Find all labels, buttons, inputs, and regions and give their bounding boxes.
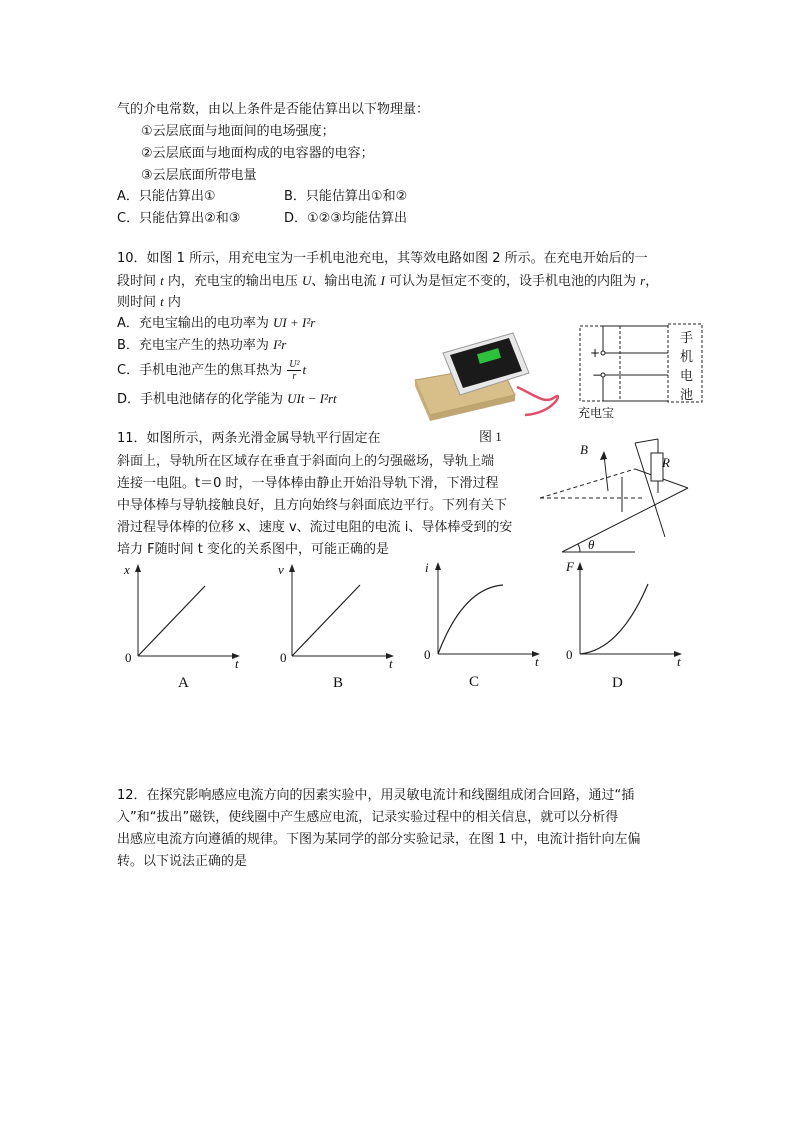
- circuit-label-powerbank: 充电宝: [578, 406, 615, 420]
- graph-c-i-vs-t: [418, 558, 548, 668]
- graph-a-origin: 0: [125, 650, 132, 665]
- graph-b-x-label: t: [389, 656, 393, 671]
- graph-c-x-label: t: [535, 654, 539, 669]
- q9-option-d: D．①②③均能估算出: [284, 211, 407, 226]
- circuit-label-phone-battery-3: 电: [680, 369, 694, 384]
- incline-label-b: B: [580, 442, 588, 457]
- incline-label-theta: θ: [588, 537, 595, 552]
- q10-option-d: D．手机电池储存的化学能为 UIt − I²rt: [117, 391, 337, 407]
- q12-line-2: 入”和“拔出”磁铁，使线圈中产生感应电流，记录实验过程中的相关信息，就可以分析得: [117, 810, 619, 825]
- circuit-label-phone-battery-2: 机: [680, 350, 694, 365]
- graph-a-y-label: x: [124, 562, 130, 577]
- q11-line-6: 培力 F随时间 t 变化的关系图中，可能正确的是: [117, 542, 389, 557]
- q12-line-1: 12．在探究影响感应电流方向的因素实验中，用灵敏电流计和线圈组成闭合回路，通过“插: [117, 788, 635, 803]
- graph-a-label: A: [178, 675, 189, 691]
- q11-line-1: 11．如图所示，两条光滑金属导轨平行固定在: [117, 431, 381, 446]
- q9-option-a: A．只能估算出①: [117, 189, 216, 204]
- q9-option-b: B．只能估算出①和②: [284, 189, 408, 204]
- graph-b-v-vs-t: [272, 560, 402, 670]
- graph-d-x-label: t: [677, 654, 681, 669]
- incline-rails-diagram: [540, 435, 700, 555]
- graph-d-origin: 0: [566, 647, 573, 662]
- q11-line-4: 中导体棒与导轨接触良好，且方向始终与斜面底边平行。下列有关下: [117, 498, 508, 513]
- figure-1-caption: 图 1: [479, 429, 502, 444]
- powerbank-phone-image: [405, 325, 570, 425]
- q12-line-3: 出感应电流方向遵循的规律。下图为某同学的部分实验记录，在图 1 中，电流计指针向左偏: [117, 832, 641, 847]
- q11-line-2: 斜面上，导轨所在区域存在垂直于斜面向上的匀强磁场，导轨上端: [117, 454, 495, 469]
- q10-option-c: C．手机电池产生的焦耳热为 $\frac{\text{U²}}{r}$ t: [117, 359, 307, 382]
- q9-item-3: ③云层底面所带电量: [141, 168, 257, 183]
- q10-option-b: B．充电宝产生的热功率为 I²r: [117, 337, 287, 353]
- graph-b-label: B: [333, 675, 344, 691]
- fraction-u2-over-r: $\frac{\text{U²}}{r}$: [289, 359, 300, 382]
- q11-line-3: 连接一电阻。t＝0 时，一导体棒由静止开始沿导轨下滑，下滑过程: [117, 476, 499, 491]
- q12-line-4: 转。以下说法正确的是: [117, 854, 248, 869]
- q9-item-2: ②云层底面与地面构成的电容器的电容；: [141, 146, 374, 161]
- circuit-plus-sign: +: [590, 346, 601, 360]
- circuit-label-phone-battery-1: 手: [680, 331, 694, 346]
- graph-c-origin: 0: [424, 647, 431, 662]
- circuit-minus-sign: −: [592, 368, 603, 382]
- q11-line-5: 滑过程导体棒的位移 x、速度 v、流过电阻的电流 i、导体棒受到的安: [117, 520, 513, 535]
- graph-b-y-label: v: [278, 562, 284, 577]
- graph-a-x-label: t: [235, 656, 239, 671]
- q9-item-1: ①云层底面与地面间的电场强度；: [141, 124, 335, 139]
- circuit-label-phone-battery-4: 池: [680, 388, 694, 403]
- q10-line-3: 则时间 t 内: [117, 294, 181, 310]
- q9-option-c: C．只能估算出②和③: [117, 211, 241, 226]
- q10-line-2: 段时间 t 内，充电宝的输出电压 U、输出电流 I 可认为是恒定不变的，设手机电池的内阻为 r，: [117, 273, 659, 289]
- q10-line-1: 10．如图 1 所示，用充电宝为一手机电池充电，其等效电路如图 2 所示。在充电开始后的一: [117, 251, 648, 266]
- graph-c-label: C: [469, 674, 480, 690]
- graph-d-f-vs-t: [560, 558, 690, 668]
- graph-d-y-label: F: [566, 559, 574, 574]
- graph-d-label: D: [612, 675, 623, 691]
- q9-intro: 气的介电常数，由以上条件是否能估算出以下物理量：: [117, 102, 430, 117]
- graph-b-origin: 0: [280, 650, 287, 665]
- q10-option-a: A．充电宝输出的电功率为 UI + I²r: [117, 315, 316, 331]
- incline-label-r: R: [662, 455, 670, 470]
- graph-c-y-label: i: [425, 560, 429, 575]
- graph-a-x-vs-t: [118, 560, 248, 670]
